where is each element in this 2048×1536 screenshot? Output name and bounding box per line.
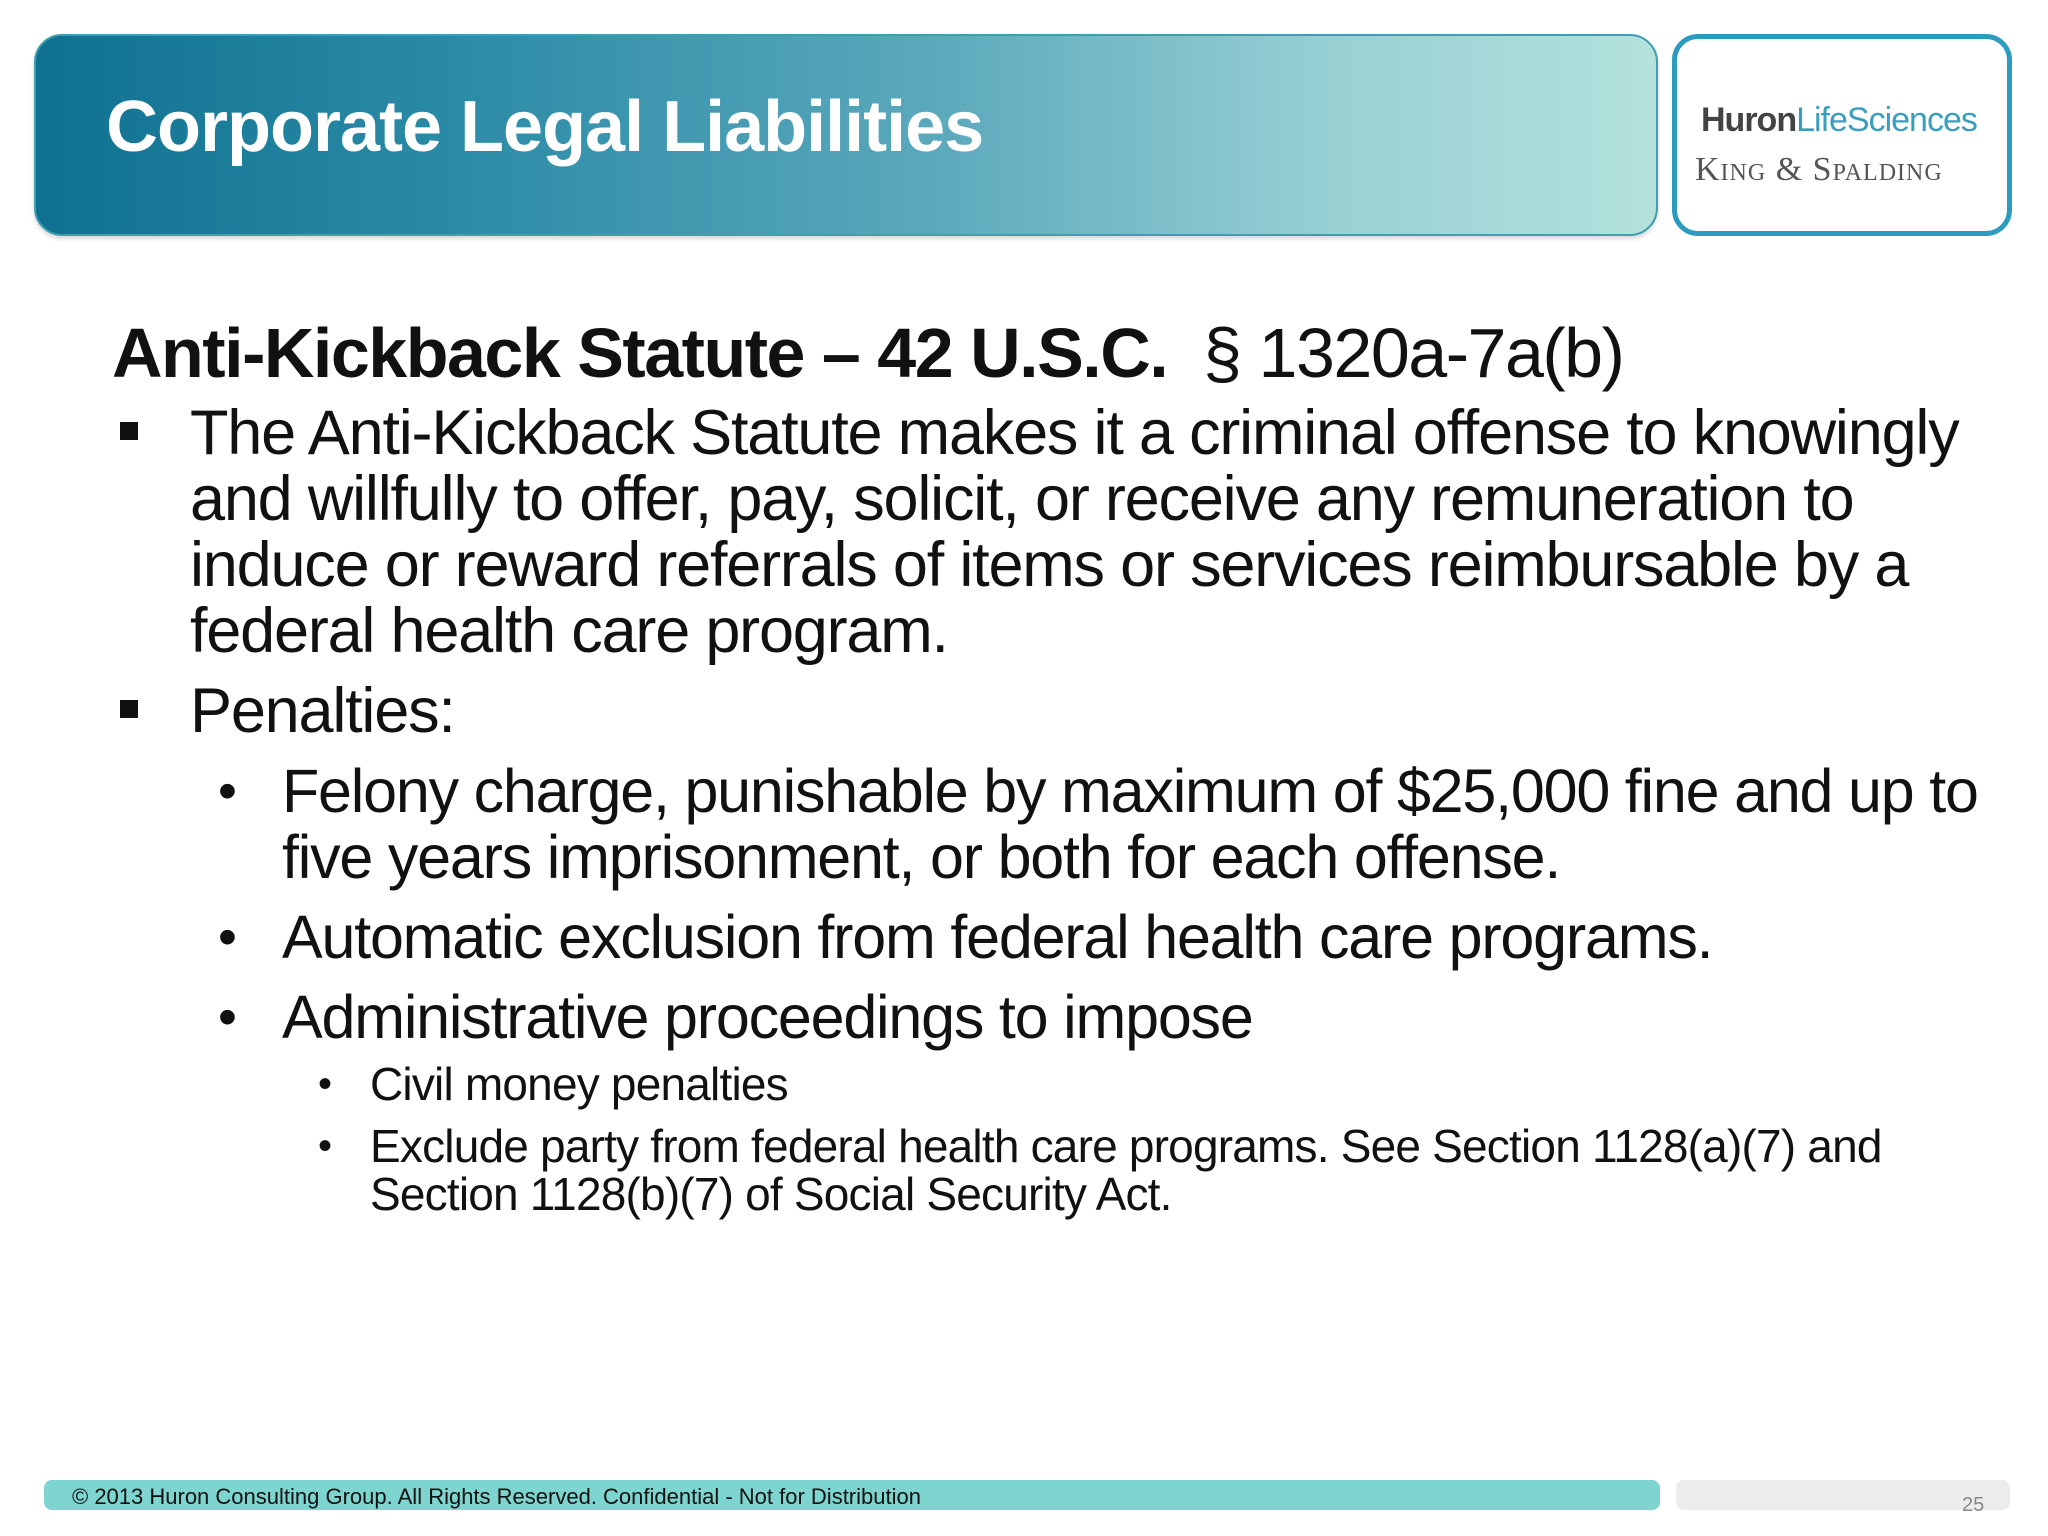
sub-sub-bullet-text: Exclude party from federal health care programs. See Section 1128(a)(7) and Section 1128(b)(7) of Social Security Act. (370, 1120, 1882, 1220)
heading-statute: Anti-Kickback Statute – 42 U.S.C. (112, 314, 1168, 392)
round-bullet-icon: • (218, 761, 236, 821)
footer-right-panel (1676, 1480, 2010, 1510)
round-bullet-icon: • (218, 987, 236, 1047)
sub-bullet-item (112, 984, 1992, 1050)
huron-logo-light: LifeSciences (1796, 101, 1977, 139)
sub-bullet-text: Automatic exclusion from federal health care programs. (282, 903, 1713, 971)
bullet-text: Penalties: (190, 676, 455, 746)
round-bullet-icon: • (218, 907, 236, 967)
slide-title: Corporate Legal Liabilities (106, 87, 984, 167)
logo-panel (1672, 34, 2012, 236)
sub-bullet-item (112, 904, 1992, 970)
bullet-text: The Anti-Kickback Statute makes it a criminal offense to knowingly and willfully to offer, pay, solicit, or receive any remuneration to induce or reward referrals of items or services reimbursable by a federal health care program. (190, 398, 1959, 666)
copyright-notice: © 2013 Huron Consulting Group. All Rights Reserved. Confidential - Not for Distribution (72, 1484, 921, 1509)
sub-bullet-item (112, 758, 1992, 890)
footer-bar (44, 1480, 1660, 1510)
section-heading (112, 310, 1992, 396)
title-banner (34, 34, 1658, 236)
sub-bullet-text: Felony charge, punishable by maximum of $25,000 fine and up to five years imprisonment, or both for each offense. (282, 757, 1978, 891)
slide-body (112, 310, 1992, 1218)
square-bullet-icon (120, 700, 138, 718)
heading-section: § 1320a-7a(b) (1203, 314, 1624, 392)
sub-sub-bullet-text: Civil money penalties (370, 1058, 788, 1110)
king-spalding-logo: King & Spalding (1695, 151, 1943, 188)
huron-logo-bold: Huron (1701, 101, 1797, 139)
huron-logo (1701, 101, 1977, 140)
sub-sub-bullet-item (112, 1122, 1992, 1218)
bullet-item (112, 678, 1992, 744)
round-bullet-icon: • (318, 1124, 332, 1168)
round-bullet-icon: • (318, 1062, 332, 1106)
sub-sub-bullet-item (112, 1060, 1992, 1108)
sub-bullet-text: Administrative proceedings to impose (282, 983, 1253, 1051)
square-bullet-icon (120, 422, 138, 440)
bullet-item (112, 400, 1992, 664)
page-number: 25 (1962, 1494, 1985, 1516)
